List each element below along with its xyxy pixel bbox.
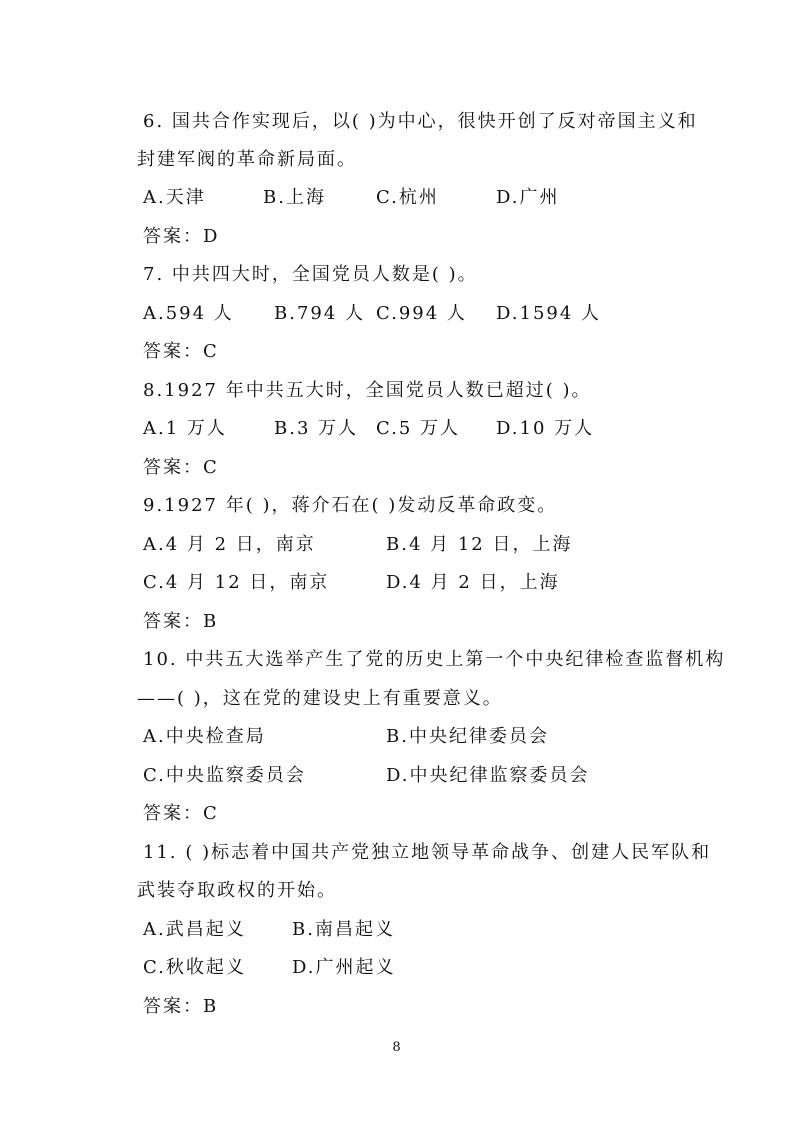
q7-option-d: D.1594 人 [496, 303, 602, 324]
q6-option-b: B.上海 [263, 187, 326, 208]
q11-option-d: D.广州起义 [292, 957, 396, 978]
q7-answer: 答案：C [143, 341, 219, 362]
q7-stem-line-1: 7. 中共四大时，全国党员人数是( )。 [143, 264, 478, 285]
q11-stem-line-1: 11. ( )标志着中国共产党独立地领导革命战争、创建人民军队和 [143, 842, 712, 863]
q11-answer: 答案：B [143, 996, 219, 1017]
q7-option-c: C.994 人 [376, 303, 467, 324]
q10-option-b: B.中央纪律委员会 [386, 726, 549, 747]
q6-stem-line-2: 封建军阀的革命新局面。 [137, 149, 357, 170]
q9-option-a: A.4 月 2 日，南京 [143, 534, 316, 555]
q8-answer: 答案：C [143, 457, 219, 478]
q10-answer: 答案：C [143, 803, 219, 824]
q8-option-d: D.10 万人 [496, 418, 595, 439]
q9-answer: 答案：B [143, 611, 219, 632]
page-number: 8 [392, 1040, 401, 1055]
q8-option-b: B.3 万人 [274, 418, 359, 439]
q6-option-a: A.天津 [143, 187, 206, 208]
q6-option-c: C.杭州 [376, 187, 439, 208]
q10-option-c: C.中央监察委员会 [143, 765, 306, 786]
q6-stem-line-1: 6. 国共合作实现后，以( )为中心，很快开创了反对帝国主义和 [143, 111, 698, 132]
q11-stem-line-2: 武装夺取政权的开始。 [137, 880, 337, 901]
q10-option-a: A.中央检查局 [143, 726, 266, 747]
q8-option-a: A.1 万人 [143, 418, 227, 439]
q8-stem-line-1: 8.1927 年中共五大时，全国党员人数已超过( )。 [143, 380, 592, 401]
q6-answer: 答案：D [143, 226, 220, 247]
q11-option-c: C.秋收起义 [143, 957, 246, 978]
q7-option-b: B.794 人 [274, 303, 366, 324]
q10-option-d: D.中央纪律监察委员会 [386, 765, 590, 786]
q9-stem-line-1: 9.1927 年( )，蒋介石在( )发动反革命政变。 [143, 495, 558, 516]
q8-option-c: C.5 万人 [376, 418, 461, 439]
q9-option-b: B.4 月 12 日，上海 [386, 534, 573, 555]
q11-option-a: A.武昌起义 [143, 919, 246, 940]
q10-stem-line-2: ——( )，这在党的建设史上有重要意义。 [137, 688, 503, 709]
q9-option-d: D.4 月 2 日，上海 [386, 572, 560, 593]
q9-option-c: C.4 月 12 日，南京 [143, 572, 330, 593]
q10-stem-line-1: 10. 中共五大选举产生了党的历史上第一个中央纪律检查监督机构 [143, 649, 726, 670]
q7-option-a: A.594 人 [143, 303, 234, 324]
q11-option-b: B.南昌起义 [292, 919, 395, 940]
q6-option-d: D.广州 [496, 187, 560, 208]
